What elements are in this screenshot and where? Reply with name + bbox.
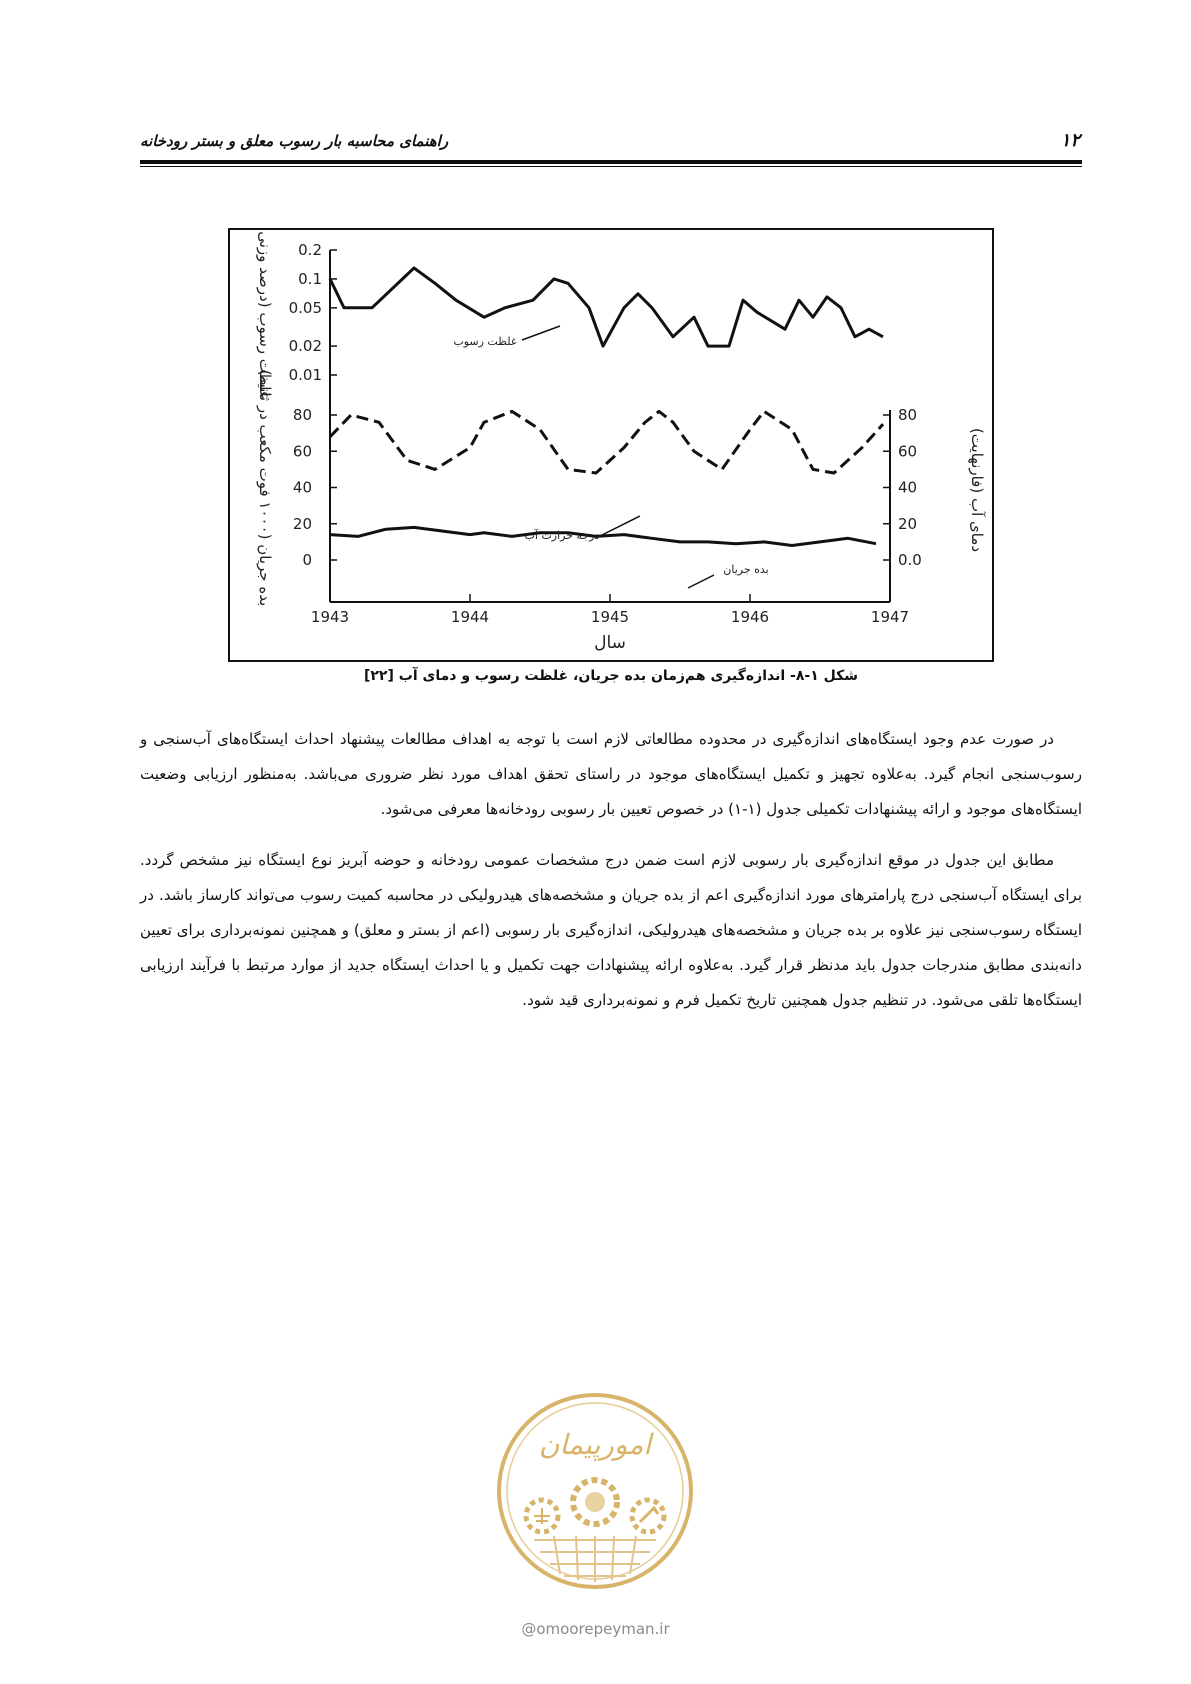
annotation-temperature: درجه حرارت آب (524, 529, 600, 542)
watermark-site (0, 1620, 1191, 1638)
y-tick-label-left: 80 (292, 406, 312, 424)
y-tick-label-left: 40 (292, 478, 312, 497)
series-line-discharge (330, 527, 876, 545)
annotation-discharge: بده جریان (723, 563, 769, 576)
y-axis-label-left: بده جریان (۱۰۰۰ فوت مکعب در ثانیه) (256, 369, 274, 607)
x-tick-label: 1947 (870, 608, 910, 626)
annotation-leader (688, 575, 714, 588)
x-tick-label: 1944 (450, 608, 490, 626)
figure-frame (228, 228, 994, 662)
y-tick-label-left: 60 (292, 442, 312, 461)
y-tick-label-right: 0.0 (898, 551, 922, 569)
header-rule-thick (140, 160, 1082, 164)
y-tick-label-left: 0 (302, 551, 312, 569)
logo-lettering: امورپیمان (538, 1428, 652, 1461)
chart (230, 230, 992, 660)
gear-hub-icon (585, 1492, 605, 1512)
excavator-icon (640, 1508, 658, 1522)
x-axis-label: سال (594, 633, 626, 653)
y-tick-label-top: 0.02 (288, 337, 322, 356)
header-rule-thin (140, 166, 1082, 167)
scales-icon (534, 1508, 550, 1524)
y-tick-label-right: 40 (898, 478, 918, 497)
series-line-sediment-concentration (330, 268, 883, 346)
y-tick-label-right: 60 (898, 442, 918, 461)
annotation-leader (522, 326, 560, 340)
y-tick-label-right: 80 (898, 406, 918, 424)
paragraph-2: مطابق این جدول در موقع اندازه‌گیری بار رسوبی لازم است ضمن درج مشخصات عمومی رودخانه و حوضه آبریز نوع ایستگاه نیز مشخص گردد. برای ایستگاه آب‌سنجی درج پارامترهای مورد اندازه‌گیری اعم از بده جریان و مشخصه‌های هیدرولیکی در محاسبه کمیت رسوب می‌تواند کارساز باشد. در ایستگاه رسوب‌سنجی نیز علاوه بر بده جریان و مشخصه‌های هیدرولیکی، اندازه‌گیری بار رسوبی (اعم از بستر و معلق) و همچنین نمونه‌برداری برای تعیین دانه‌بندی مطابق مندرجات جدول باید مدنظر قرار گیرد. به‌علاوه ارائه پیشنهادات جهت تکمیل و یا احداث ایستگاه جدید از موارد مرتبط با فرآیند ارزیابی ایستگاه‌ها تلقی می‌شود. در تنظیم جدول همچنین تاریخ تکمیل فرم و نمونه‌برداری قید شود. (140, 851, 1082, 1009)
y-tick-label-top: 0.05 (288, 298, 322, 317)
chart-axes (330, 250, 890, 602)
x-tick-label: 1943 (310, 608, 350, 626)
header-title: راهنمای محاسبه بار رسوب معلق و بستر رودخانه (140, 132, 449, 150)
y-tick-label-right: 20 (898, 514, 918, 533)
y-axis-label-top: غلظت رسوب (درصد وزنی) (256, 230, 274, 399)
series-line-water-temperature (330, 411, 883, 473)
page-number: ۱۲ (1060, 130, 1080, 151)
y-tick-label-top: 0.2 (298, 241, 322, 259)
annotation-sediment: غلظت رسوب (453, 335, 517, 348)
site-text: omoorepeyman.ir (536, 1620, 670, 1638)
x-tick-label: 1946 (730, 608, 770, 626)
annotation-leader (602, 516, 640, 535)
web-icon: @ (521, 1620, 537, 1638)
running-header (140, 128, 1082, 158)
figure-caption: شکل ۱-۸- اندازه‌گیری هم‌زمان بده جریان، غلظت رسوب و دمای آب [۲۲] (363, 668, 859, 684)
y-axis-label-right: دمای آب (فارنهایت) (968, 427, 986, 553)
watermark-logo (494, 1390, 696, 1592)
body-text (140, 722, 1082, 1034)
x-tick-label: 1945 (590, 608, 630, 626)
y-tick-label-left: 20 (292, 514, 312, 533)
paragraph-1: در صورت عدم وجود ایستگاه‌های اندازه‌گیری در محدوده مطالعاتی لازم است با توجه به اهداف مطالعات پیشنهاد احداث ایستگاه‌های آب‌سنجی و رسوب‌سنجی انجام گیرد. به‌علاوه تجهیز و تکمیل ایستگاه‌های موجود در راستای تحقق اهداف مورد نظر ضروری می‌باشد. به‌منظور ارزیابی وضعیت ایستگاه‌های موجود و ارائه پیشنهادات تکمیلی جدول (۱-۱) در خصوص تعیین بار رسوبی رودخانه‌ها معرفی می‌شود. (140, 730, 1082, 818)
y-tick-label-top: 0.01 (288, 366, 322, 384)
y-tick-label-top: 0.1 (298, 269, 322, 288)
